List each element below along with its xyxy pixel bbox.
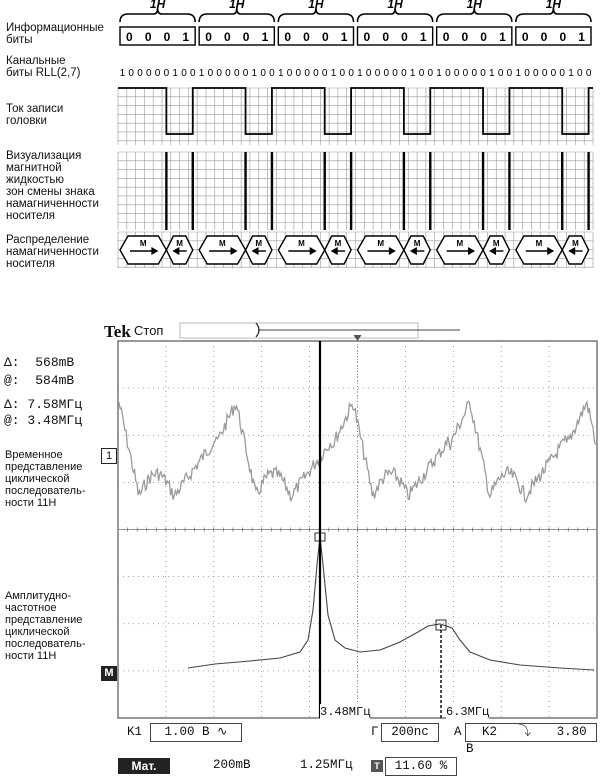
channel-bit: 0 xyxy=(550,68,557,79)
channel-bit: 0 xyxy=(392,68,398,79)
label-line: частотное xyxy=(5,602,57,614)
channel-bit: 1 xyxy=(357,68,363,79)
label-line: последователь- xyxy=(5,485,86,497)
channel-bit: 1 xyxy=(515,68,522,79)
channel-bit: 0 xyxy=(577,68,583,79)
math-scale: 200mB xyxy=(213,758,251,772)
channel-bit: 0 xyxy=(242,68,249,79)
info-bit: 0 xyxy=(205,30,212,44)
channel-bit: 0 xyxy=(304,68,310,79)
domain-letter: M xyxy=(298,239,305,248)
channel-bit: 0 xyxy=(321,68,328,79)
label-frequency-domain xyxy=(5,590,85,662)
meas-symbol: Δ: xyxy=(4,355,20,370)
channel1-marker[interactable]: 1 xyxy=(101,448,117,464)
channel-bit: 0 xyxy=(374,68,381,79)
group-label: 1H xyxy=(308,0,324,11)
math-percent[interactable]: 11.60 % xyxy=(385,757,457,776)
channel-bit: 0 xyxy=(181,68,187,79)
channel-bit: 0 xyxy=(541,68,548,79)
domain-letter: M xyxy=(535,239,543,248)
label-time-domain xyxy=(5,449,85,509)
label-line: жидкостью xyxy=(6,174,65,186)
channel-bit: 1 xyxy=(436,68,442,79)
channel-bit: 0 xyxy=(401,68,407,79)
channel-bit: 0 xyxy=(497,68,504,79)
label-line: головки xyxy=(6,115,47,127)
channel-bit: 0 xyxy=(480,68,486,79)
label-line: ности 11Н xyxy=(5,497,57,509)
meas-symbol: Δ: xyxy=(4,397,20,412)
info-bit: 0 xyxy=(163,30,171,44)
label-line: ности 11Н xyxy=(5,650,57,662)
label-write-current xyxy=(6,103,63,127)
meas-value: 7.58MГц xyxy=(27,397,83,412)
info-bit: 0 xyxy=(303,30,310,44)
info-bit: 0 xyxy=(242,30,250,44)
info-bit: 0 xyxy=(321,30,329,44)
channel-bit: 0 xyxy=(225,68,231,79)
channel-bit: 0 xyxy=(260,68,266,79)
math-label[interactable]: Мат. xyxy=(118,758,170,774)
label-line: Информационные xyxy=(6,22,104,34)
label-line: последователь- xyxy=(5,638,86,650)
label-line: циклической xyxy=(5,473,70,485)
measurement-at-f xyxy=(4,414,82,428)
timebase-value[interactable]: 200nc xyxy=(381,723,439,742)
channel-bit: 0 xyxy=(453,68,460,79)
label-info-bits xyxy=(6,22,104,46)
channel-bit: 0 xyxy=(383,68,390,79)
label-visualization xyxy=(6,150,99,222)
brand-logo: Tek xyxy=(104,322,131,341)
info-bit: 0 xyxy=(401,30,408,44)
group-label: 1H xyxy=(229,0,245,11)
channel-bit: 0 xyxy=(585,68,592,79)
channel-bit: 0 xyxy=(427,68,434,79)
group-label: 1H xyxy=(149,0,166,11)
measurement-delta-v xyxy=(4,356,74,370)
channel-bit: 0 xyxy=(462,68,469,79)
channel-bit: 0 xyxy=(339,68,346,79)
label-line: намагниченности xyxy=(6,246,99,258)
channel-bit: 1 xyxy=(277,68,284,79)
timebase-label: Г xyxy=(371,725,379,739)
info-bit: 0 xyxy=(521,30,529,44)
domain-letter: M xyxy=(139,239,147,248)
info-bit: 0 xyxy=(559,30,567,44)
label-line: биты RLL(2,7) xyxy=(6,67,81,79)
channel-bit: 0 xyxy=(471,68,478,79)
label-line: Временное xyxy=(5,449,63,461)
info-bit: 0 xyxy=(144,30,152,44)
label-line: зон смены знака xyxy=(6,186,95,198)
info-bit: 0 xyxy=(284,30,292,44)
ch1-scale[interactable]: 1.00 B ∿ xyxy=(150,723,242,742)
label-line: Канальные xyxy=(6,55,66,67)
cursor2-readout: 6.3МГц xyxy=(446,705,490,719)
domain-letter: M xyxy=(413,239,421,248)
math-frequency: 1.25MГц xyxy=(300,758,353,772)
label-line: Визуализация xyxy=(6,150,82,162)
channel-bit: 0 xyxy=(445,68,451,79)
channel-bit: 0 xyxy=(137,68,143,79)
domain-letter: M xyxy=(377,239,385,248)
channel-bit: 0 xyxy=(154,68,161,79)
label-line: носителя xyxy=(6,258,56,270)
label-line: намагниченности xyxy=(6,198,99,210)
channel-bit: 0 xyxy=(559,68,565,79)
label-line: биты xyxy=(6,34,33,46)
info-bit: 0 xyxy=(442,30,450,44)
info-bit: 1 xyxy=(419,30,427,44)
channel-bit: 0 xyxy=(163,68,170,79)
channel-bit: 1 xyxy=(330,68,337,79)
info-bit: 0 xyxy=(363,30,371,44)
label-channel-bits xyxy=(6,55,80,79)
channel-bit: 0 xyxy=(216,68,222,79)
channel-bit: 1 xyxy=(119,68,126,79)
channel-bit: 0 xyxy=(189,68,196,79)
info-bit: 1 xyxy=(340,30,348,44)
oscilloscope-screen xyxy=(0,318,600,775)
group-label: 1H xyxy=(545,0,562,11)
label-line: представление xyxy=(5,461,83,473)
channel-bit: 0 xyxy=(286,68,293,79)
rll-diagram xyxy=(0,0,600,300)
channel-bit: 0 xyxy=(524,68,530,79)
channel-bit: 0 xyxy=(146,68,152,79)
domain-letter: M xyxy=(456,239,464,248)
acquisition-status: Стоп xyxy=(134,323,164,338)
domain-letter: M xyxy=(176,239,183,248)
meas-value: 3.48MГц xyxy=(27,413,83,428)
channel-bit: 0 xyxy=(313,68,319,79)
meas-symbol: @: xyxy=(4,373,20,388)
measurement-delta-f xyxy=(4,398,82,412)
domain-letter: M xyxy=(572,239,579,248)
channel-bit: 1 xyxy=(568,68,574,79)
domain-letter: M xyxy=(334,239,342,248)
info-bit: 0 xyxy=(382,30,390,44)
channel-bit: 0 xyxy=(533,68,539,79)
domain-letter: M xyxy=(255,239,263,248)
channel-bit: 0 xyxy=(365,68,372,79)
domain-letter: M xyxy=(492,239,500,248)
channel-bit: 0 xyxy=(128,68,134,79)
ch1-label: K1 xyxy=(127,725,143,739)
cursor1-readout: 3.48МГц xyxy=(320,705,371,719)
ch2-label: K2 xyxy=(482,725,498,739)
channel-bit: 1 xyxy=(409,68,416,79)
channel-bit: 0 xyxy=(348,68,354,79)
label-line: магнитной xyxy=(6,162,62,174)
group-label: 1H xyxy=(466,0,482,11)
info-bit: 0 xyxy=(461,30,469,44)
label-line: Ток записи xyxy=(6,103,64,115)
label-line: Амплитудно- xyxy=(5,590,71,602)
meas-value: 568mB xyxy=(35,355,75,370)
channel-bit: 0 xyxy=(233,68,240,79)
trigger-slope-icon: ⤵ xyxy=(518,725,532,739)
info-bit: 1 xyxy=(578,30,585,44)
info-bit: 0 xyxy=(224,30,231,44)
channel-bit: 1 xyxy=(251,68,258,79)
channel-bit: 1 xyxy=(489,68,495,79)
t-icon: T xyxy=(371,760,383,772)
label-distribution xyxy=(6,234,99,270)
group-label: 1H xyxy=(387,0,403,11)
trigger-label: A xyxy=(454,725,462,739)
trigger-level: 3.80 B xyxy=(466,725,587,756)
channel-bit: 1 xyxy=(198,68,205,79)
domain-letter: M xyxy=(219,239,226,248)
channel-bit: 0 xyxy=(269,68,275,79)
meas-value: 584mB xyxy=(35,373,75,388)
measurement-at-v xyxy=(4,374,74,388)
channel-bit: 0 xyxy=(418,68,425,79)
channel-bit: 0 xyxy=(207,68,214,79)
channel-bit: 1 xyxy=(172,68,178,79)
label-line: циклической xyxy=(5,626,70,638)
label-line: носителя xyxy=(6,210,56,222)
channel-bit: 0 xyxy=(295,68,302,79)
info-bit: 0 xyxy=(126,30,133,44)
label-line: представление xyxy=(5,614,83,626)
info-bit: 1 xyxy=(261,30,269,44)
info-bit: 0 xyxy=(540,30,548,44)
record-bracket-icon xyxy=(256,323,259,337)
info-bit: 0 xyxy=(480,30,487,44)
info-bit: 1 xyxy=(499,30,506,44)
channel-bit: 0 xyxy=(506,68,513,79)
info-bit: 1 xyxy=(182,30,190,44)
meas-symbol: @: xyxy=(4,413,20,428)
math-marker[interactable]: M xyxy=(101,666,117,681)
trigger-settings[interactable] xyxy=(465,723,597,756)
label-line: Распределение xyxy=(6,234,90,246)
